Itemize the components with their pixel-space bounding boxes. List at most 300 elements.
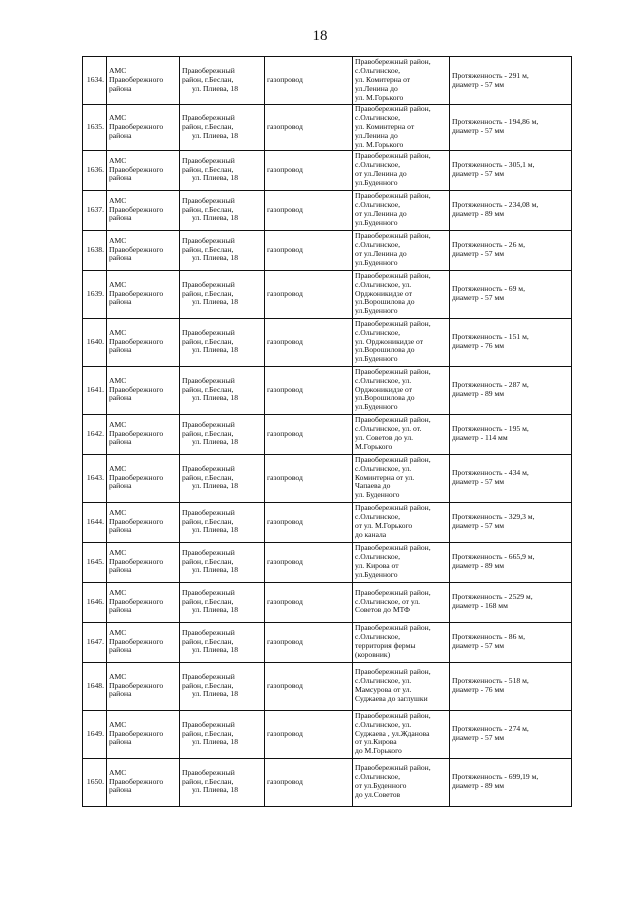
cell-line: Протяженность - 195 м,	[452, 424, 529, 434]
owner-address-cell	[180, 270, 265, 318]
cell-line: диаметр - 57 мм	[452, 249, 505, 259]
cell-line: с.Ольгинское,	[355, 632, 401, 642]
cell-line: ул.Буденного	[355, 354, 398, 364]
object-parameters-cell	[450, 542, 572, 582]
cell-line: с.Ольгинское,	[355, 112, 401, 122]
object-type-cell: газопровод	[265, 57, 353, 105]
table-row	[83, 105, 572, 151]
owner-cell	[107, 270, 180, 318]
cell-line: ул. Плиева, 18	[192, 525, 239, 535]
cell-line: района	[109, 785, 132, 795]
owner-address-cell	[180, 582, 265, 622]
cell-line: с.Ольгинское,	[355, 552, 401, 562]
record-number-cell: 1634.	[83, 57, 107, 105]
cell-line: район, г.Беслан,	[182, 204, 234, 214]
cell-line: район, г.Беслан,	[182, 121, 234, 131]
cell-line: Правобережный район,	[355, 454, 431, 464]
cell-line: Протяженность - 329,3 м,	[452, 512, 535, 522]
cell-line: Протяженность - 518 м,	[452, 676, 529, 686]
cell-line: район, г.Беслан,	[182, 288, 234, 298]
cell-line: АМС	[109, 235, 127, 245]
cell-line: Правобережный район,	[355, 270, 431, 280]
record-number-cell: 1636.	[83, 150, 107, 190]
cell-line: АМС	[109, 719, 127, 729]
cell-line: района	[109, 737, 132, 747]
owner-cell	[107, 150, 180, 190]
cell-line: район, г.Беслан,	[182, 596, 234, 606]
cell-line: АМС	[109, 507, 127, 517]
owner-cell	[107, 582, 180, 622]
object-parameters-cell	[450, 414, 572, 454]
cell-line: Протяженность - 2529 м,	[452, 592, 533, 602]
cell-line: диаметр - 89 мм	[452, 561, 505, 571]
cell-line: Правобережный район,	[355, 104, 431, 113]
cell-line: Правобережного	[109, 776, 164, 786]
cell-line: Правобережный район,	[355, 587, 431, 597]
cell-line: от ул.Ленина до	[355, 169, 407, 179]
table-row	[83, 190, 572, 230]
cell-line: Правобережный район,	[355, 763, 431, 773]
object-parameters-cell	[450, 150, 572, 190]
cell-line: с.Ольгинское, ул.	[355, 463, 412, 473]
cell-line: района	[109, 213, 132, 223]
table-row	[83, 454, 572, 502]
cell-line: диаметр - 89 мм	[452, 209, 505, 219]
cell-line: Правобережного	[109, 516, 164, 526]
record-number-cell: 1649.	[83, 710, 107, 758]
cell-line: Правобережного	[109, 384, 164, 394]
cell-line: района	[109, 297, 132, 307]
cell-line: АМС	[109, 767, 127, 777]
cell-line: Правобережный	[182, 719, 235, 729]
cell-line: М.Горького	[355, 441, 393, 451]
cell-line: Правобережный	[182, 155, 235, 165]
cell-line: диаметр - 76 мм	[452, 685, 505, 695]
object-parameters-cell	[450, 366, 572, 414]
cell-line: диаметр - 57 мм	[452, 126, 505, 136]
object-type-cell: газопровод	[265, 270, 353, 318]
object-type-cell: газопровод	[265, 710, 353, 758]
cell-line: Правобережный	[182, 112, 235, 122]
object-parameters-cell	[450, 270, 572, 318]
cell-line: района	[109, 173, 132, 183]
object-location-cell	[353, 105, 450, 151]
record-number-cell: 1646.	[83, 582, 107, 622]
cell-line: ул. Плиева, 18	[192, 393, 239, 403]
cell-line: с.Ольгинское,	[355, 160, 401, 170]
owner-address-cell	[180, 454, 265, 502]
object-type-cell: газопровод	[265, 190, 353, 230]
registry-table	[82, 56, 572, 807]
cell-line: АМС	[109, 671, 127, 681]
registry-table-body	[83, 57, 572, 807]
cell-line: АМС	[109, 279, 127, 289]
cell-line: АМС	[109, 112, 127, 122]
cell-line: Правобережного	[109, 336, 164, 346]
table-row	[83, 758, 572, 806]
cell-line: Правобережный район,	[355, 503, 431, 513]
table-row	[83, 414, 572, 454]
cell-line: диаметр - 114 мм	[452, 433, 508, 443]
cell-line: с.Ольгинское,	[355, 512, 401, 522]
owner-address-cell	[180, 710, 265, 758]
object-location-cell	[353, 57, 450, 105]
cell-line: Правобережный район,	[355, 151, 431, 161]
cell-line: ул. Плиева, 18	[192, 253, 239, 263]
cell-line: район, г.Беслан,	[182, 75, 234, 85]
cell-line: ул. Плиева, 18	[192, 83, 239, 93]
table-row	[83, 582, 572, 622]
cell-line: ул.Буденного	[355, 402, 398, 412]
cell-line: территория фермы	[355, 641, 416, 651]
object-parameters-cell	[450, 454, 572, 502]
cell-line: от ул.Ленина до	[355, 249, 407, 259]
object-location-cell	[353, 230, 450, 270]
cell-line: Суджаева , ул.Жданова	[355, 728, 430, 738]
cell-line: диаметр - 57 мм	[452, 293, 505, 303]
owner-address-cell	[180, 190, 265, 230]
cell-line: АМС	[109, 66, 127, 76]
cell-line: АМС	[109, 419, 127, 429]
owner-address-cell	[180, 414, 265, 454]
cell-line: района	[109, 83, 132, 93]
cell-line: район, г.Беслан,	[182, 728, 234, 738]
cell-line: Правобережный район,	[355, 667, 431, 677]
cell-line: ул.Буденного	[355, 257, 398, 267]
cell-line: АМС	[109, 547, 127, 557]
cell-line: район, г.Беслан,	[182, 472, 234, 482]
cell-line: Правобережный район,	[355, 415, 431, 425]
cell-line: Протяженность - 151 м,	[452, 332, 529, 342]
cell-line: Чапаева до	[355, 481, 391, 491]
cell-line: района	[109, 481, 132, 491]
object-location-cell	[353, 662, 450, 710]
cell-line: Протяженность - 291 м,	[452, 70, 529, 80]
cell-line: диаметр - 57 мм	[452, 521, 505, 531]
cell-line: АМС	[109, 587, 127, 597]
record-number-cell: 1642.	[83, 414, 107, 454]
owner-cell	[107, 318, 180, 366]
cell-line: Правобережный район,	[355, 623, 431, 633]
cell-line: ул.Буденного	[355, 217, 398, 227]
cell-line: Протяженность - 274 м,	[452, 724, 529, 734]
cell-line: район, г.Беслан,	[182, 428, 234, 438]
object-type-cell: газопровод	[265, 662, 353, 710]
cell-line: Протяженность - 699,19 м,	[452, 772, 539, 782]
cell-line: АМС	[109, 375, 127, 385]
owner-cell	[107, 502, 180, 542]
owner-cell	[107, 190, 180, 230]
object-location-cell	[353, 582, 450, 622]
record-number-cell: 1643.	[83, 454, 107, 502]
cell-line: ул. Коминтерна от	[355, 121, 415, 131]
table-row	[83, 150, 572, 190]
cell-line: Правобережный	[182, 419, 235, 429]
cell-line: Правобережный	[182, 671, 235, 681]
cell-line: от ул.Кирова	[355, 737, 397, 747]
cell-line: Правобережного	[109, 680, 164, 690]
page-number: 18	[312, 28, 328, 44]
object-location-cell	[353, 758, 450, 806]
cell-line: Правобережный район,	[355, 366, 431, 376]
cell-line: Правобережного	[109, 75, 164, 85]
cell-line: от ул.Буденного	[355, 781, 407, 791]
cell-line: Правобережный район,	[355, 57, 431, 67]
cell-line: с.Ольгинское,	[355, 327, 401, 337]
cell-line: район, г.Беслан,	[182, 164, 234, 174]
record-number-cell: 1645.	[83, 542, 107, 582]
cell-line: ул. Плиева, 18	[192, 689, 239, 699]
cell-line: района	[109, 565, 132, 575]
cell-line: Правобережного	[109, 728, 164, 738]
cell-line: ул.Ленина до	[355, 83, 398, 93]
cell-line: Протяженность - 26 м,	[452, 240, 525, 250]
cell-line: диаметр - 89 мм	[452, 781, 505, 791]
cell-line: ул. Плиева, 18	[192, 173, 239, 183]
object-parameters-cell	[450, 662, 572, 710]
cell-line: ул. Плиева, 18	[192, 130, 239, 140]
cell-line: района	[109, 605, 132, 615]
object-type-cell: газопровод	[265, 454, 353, 502]
cell-line: ул.Буденного	[355, 177, 398, 187]
record-number-cell: 1640.	[83, 318, 107, 366]
owner-cell	[107, 105, 180, 151]
owner-address-cell	[180, 230, 265, 270]
cell-line: Правобережный	[182, 375, 235, 385]
record-number-cell: 1647.	[83, 622, 107, 662]
cell-line: ул. Плиева, 18	[192, 297, 239, 307]
owner-address-cell	[180, 662, 265, 710]
cell-line: диаметр - 76 мм	[452, 341, 505, 351]
cell-line: района	[109, 253, 132, 263]
cell-line: с.Ольгинское,	[355, 66, 401, 76]
object-parameters-cell	[450, 622, 572, 662]
cell-line: АМС	[109, 327, 127, 337]
table-row	[83, 230, 572, 270]
object-parameters-cell	[450, 230, 572, 270]
cell-line: Правобережного	[109, 204, 164, 214]
object-location-cell	[353, 622, 450, 662]
cell-line: ул. Плиева, 18	[192, 481, 239, 491]
cell-line: с.Ольгинское, ул.	[355, 375, 412, 385]
cell-line: диаметр - 57 мм	[452, 169, 505, 179]
cell-line: Правобережный	[182, 279, 235, 289]
cell-line: ул.Ленина до	[355, 130, 398, 140]
owner-address-cell	[180, 150, 265, 190]
owner-cell	[107, 57, 180, 105]
cell-line: АМС	[109, 627, 127, 637]
object-parameters-cell	[450, 190, 572, 230]
cell-line: Правобережный	[182, 767, 235, 777]
cell-line: Коминтерна от ул.	[355, 472, 415, 482]
cell-line: ул. Плиева, 18	[192, 565, 239, 575]
cell-line: района	[109, 345, 132, 355]
owner-address-cell	[180, 758, 265, 806]
cell-line: диаметр - 89 мм	[452, 389, 505, 399]
table-row	[83, 318, 572, 366]
cell-line: от ул. М.Горького	[355, 521, 413, 531]
record-number-cell: 1635.	[83, 105, 107, 151]
cell-line: диаметр - 168 мм	[452, 601, 508, 611]
object-type-cell: газопровод	[265, 150, 353, 190]
record-number-cell: 1648.	[83, 662, 107, 710]
cell-line: Правобережный район,	[355, 543, 431, 553]
cell-line: с.Ольгинское, ул.	[355, 676, 412, 686]
cell-line: Протяженность - 287 м,	[452, 380, 529, 390]
cell-line: ул.Буденного	[355, 306, 398, 316]
object-location-cell	[353, 454, 450, 502]
table-row	[83, 502, 572, 542]
cell-line: ул. Плиева, 18	[192, 737, 239, 747]
cell-line: с.Ольгинское, ул.	[355, 719, 412, 729]
cell-line: район, г.Беслан,	[182, 384, 234, 394]
cell-line: район, г.Беслан,	[182, 636, 234, 646]
cell-line: от ул.Ленина до	[355, 209, 407, 219]
record-number-cell: 1650.	[83, 758, 107, 806]
cell-line: Протяженность - 234,08 м,	[452, 200, 539, 210]
cell-line: диаметр - 57 мм	[452, 79, 505, 89]
table-row	[83, 622, 572, 662]
cell-line: ул. Плиева, 18	[192, 785, 239, 795]
record-number-cell: 1637.	[83, 190, 107, 230]
object-parameters-cell	[450, 318, 572, 366]
record-number-cell: 1638.	[83, 230, 107, 270]
object-location-cell	[353, 318, 450, 366]
object-location-cell	[353, 270, 450, 318]
object-type-cell: газопровод	[265, 622, 353, 662]
cell-line: район, г.Беслан,	[182, 556, 234, 566]
object-type-cell: газопровод	[265, 582, 353, 622]
cell-line: с.Ольгинское,	[355, 240, 401, 250]
cell-line: Правобережный	[182, 587, 235, 597]
cell-line: района	[109, 437, 132, 447]
object-type-cell: газопровод	[265, 414, 353, 454]
object-parameters-cell	[450, 502, 572, 542]
cell-line: района	[109, 130, 132, 140]
cell-line: Правобережный	[182, 327, 235, 337]
object-type-cell: газопровод	[265, 318, 353, 366]
owner-cell	[107, 230, 180, 270]
cell-line: ул. Буденного	[355, 490, 400, 500]
cell-line: с.Ольгинское, ул. от.	[355, 424, 422, 434]
cell-line: Правобережный	[182, 507, 235, 517]
owner-cell	[107, 662, 180, 710]
cell-line: Правобережный	[182, 627, 235, 637]
cell-line: Правобережного	[109, 121, 164, 131]
cell-line: Правобережный	[182, 547, 235, 557]
cell-line: ул. Комитерна от	[355, 75, 411, 85]
table-row	[83, 366, 572, 414]
cell-line: Протяженность - 665,9 м,	[452, 552, 535, 562]
cell-line: ул. Плиева, 18	[192, 437, 239, 447]
object-location-cell	[353, 502, 450, 542]
record-number-cell: 1644.	[83, 502, 107, 542]
cell-line: (коровник)	[355, 649, 391, 659]
owner-cell	[107, 758, 180, 806]
object-type-cell: газопровод	[265, 758, 353, 806]
cell-line: района	[109, 645, 132, 655]
owner-address-cell	[180, 622, 265, 662]
cell-line: Протяженность - 434 м,	[452, 468, 529, 478]
owner-address-cell	[180, 366, 265, 414]
cell-line: Правобережного	[109, 636, 164, 646]
cell-line: ул.Ворошилова до	[355, 393, 415, 403]
cell-line: Правобережный	[182, 235, 235, 245]
cell-line: АМС	[109, 195, 127, 205]
cell-line: Протяженность - 86 м,	[452, 632, 525, 642]
cell-line: ул.Ворошилова до	[355, 345, 415, 355]
object-type-cell: газопровод	[265, 366, 353, 414]
cell-line: Правобережный	[182, 66, 235, 76]
object-type-cell: газопровод	[265, 502, 353, 542]
owner-cell	[107, 366, 180, 414]
object-location-cell	[353, 190, 450, 230]
cell-line: Протяженность - 69 м,	[452, 284, 525, 294]
object-type-cell: газопровод	[265, 542, 353, 582]
cell-line: АМС	[109, 155, 127, 165]
owner-cell	[107, 622, 180, 662]
cell-line: ул. М.Горького	[355, 139, 404, 149]
cell-line: ул. М.Горького	[355, 92, 404, 102]
cell-line: Правобережный	[182, 463, 235, 473]
cell-line: район, г.Беслан,	[182, 516, 234, 526]
object-type-cell: газопровод	[265, 230, 353, 270]
owner-address-cell	[180, 105, 265, 151]
cell-line: Мамсурова от ул.	[355, 685, 412, 695]
cell-line: Правобережного	[109, 472, 164, 482]
table-row	[83, 710, 572, 758]
cell-line: с.Ольгинское,	[355, 200, 401, 210]
owner-cell	[107, 454, 180, 502]
object-location-cell	[353, 542, 450, 582]
cell-line: район, г.Беслан,	[182, 336, 234, 346]
table-row	[83, 270, 572, 318]
object-type-cell: газопровод	[265, 105, 353, 151]
cell-line: до ул.Советов	[355, 789, 401, 799]
cell-line: до канала	[355, 529, 387, 539]
cell-line: Правобережного	[109, 244, 164, 254]
cell-line: диаметр - 57 мм	[452, 477, 505, 487]
cell-line: Правобережный район,	[355, 231, 431, 241]
object-parameters-cell	[450, 582, 572, 622]
cell-line: ул.Буденного	[355, 569, 398, 579]
cell-line: Суджаева до заглушки	[355, 693, 428, 703]
cell-line: Советов до МТФ	[355, 605, 411, 615]
cell-line: района	[109, 689, 132, 699]
cell-line: Правобережного	[109, 596, 164, 606]
cell-line: с.Ольгинское, от ул.	[355, 596, 421, 606]
cell-line: ул. Плиева, 18	[192, 605, 239, 615]
cell-line: ул. Плиева, 18	[192, 645, 239, 655]
cell-line: района	[109, 393, 132, 403]
object-location-cell	[353, 710, 450, 758]
record-number-cell: 1641.	[83, 366, 107, 414]
cell-line: ул. Плиева, 18	[192, 345, 239, 355]
owner-cell	[107, 710, 180, 758]
cell-line: АМС	[109, 463, 127, 473]
cell-line: Правобережный	[182, 195, 235, 205]
object-parameters-cell	[450, 57, 572, 105]
record-number-cell: 1639.	[83, 270, 107, 318]
cell-line: с.Ольгинское,	[355, 772, 401, 782]
owner-address-cell	[180, 542, 265, 582]
cell-line: район, г.Беслан,	[182, 244, 234, 254]
cell-line: район, г.Беслан,	[182, 776, 234, 786]
cell-line: ул.Ворошилова до	[355, 297, 415, 307]
cell-line: района	[109, 525, 132, 535]
cell-line: Правобережного	[109, 164, 164, 174]
cell-line: район, г.Беслан,	[182, 680, 234, 690]
